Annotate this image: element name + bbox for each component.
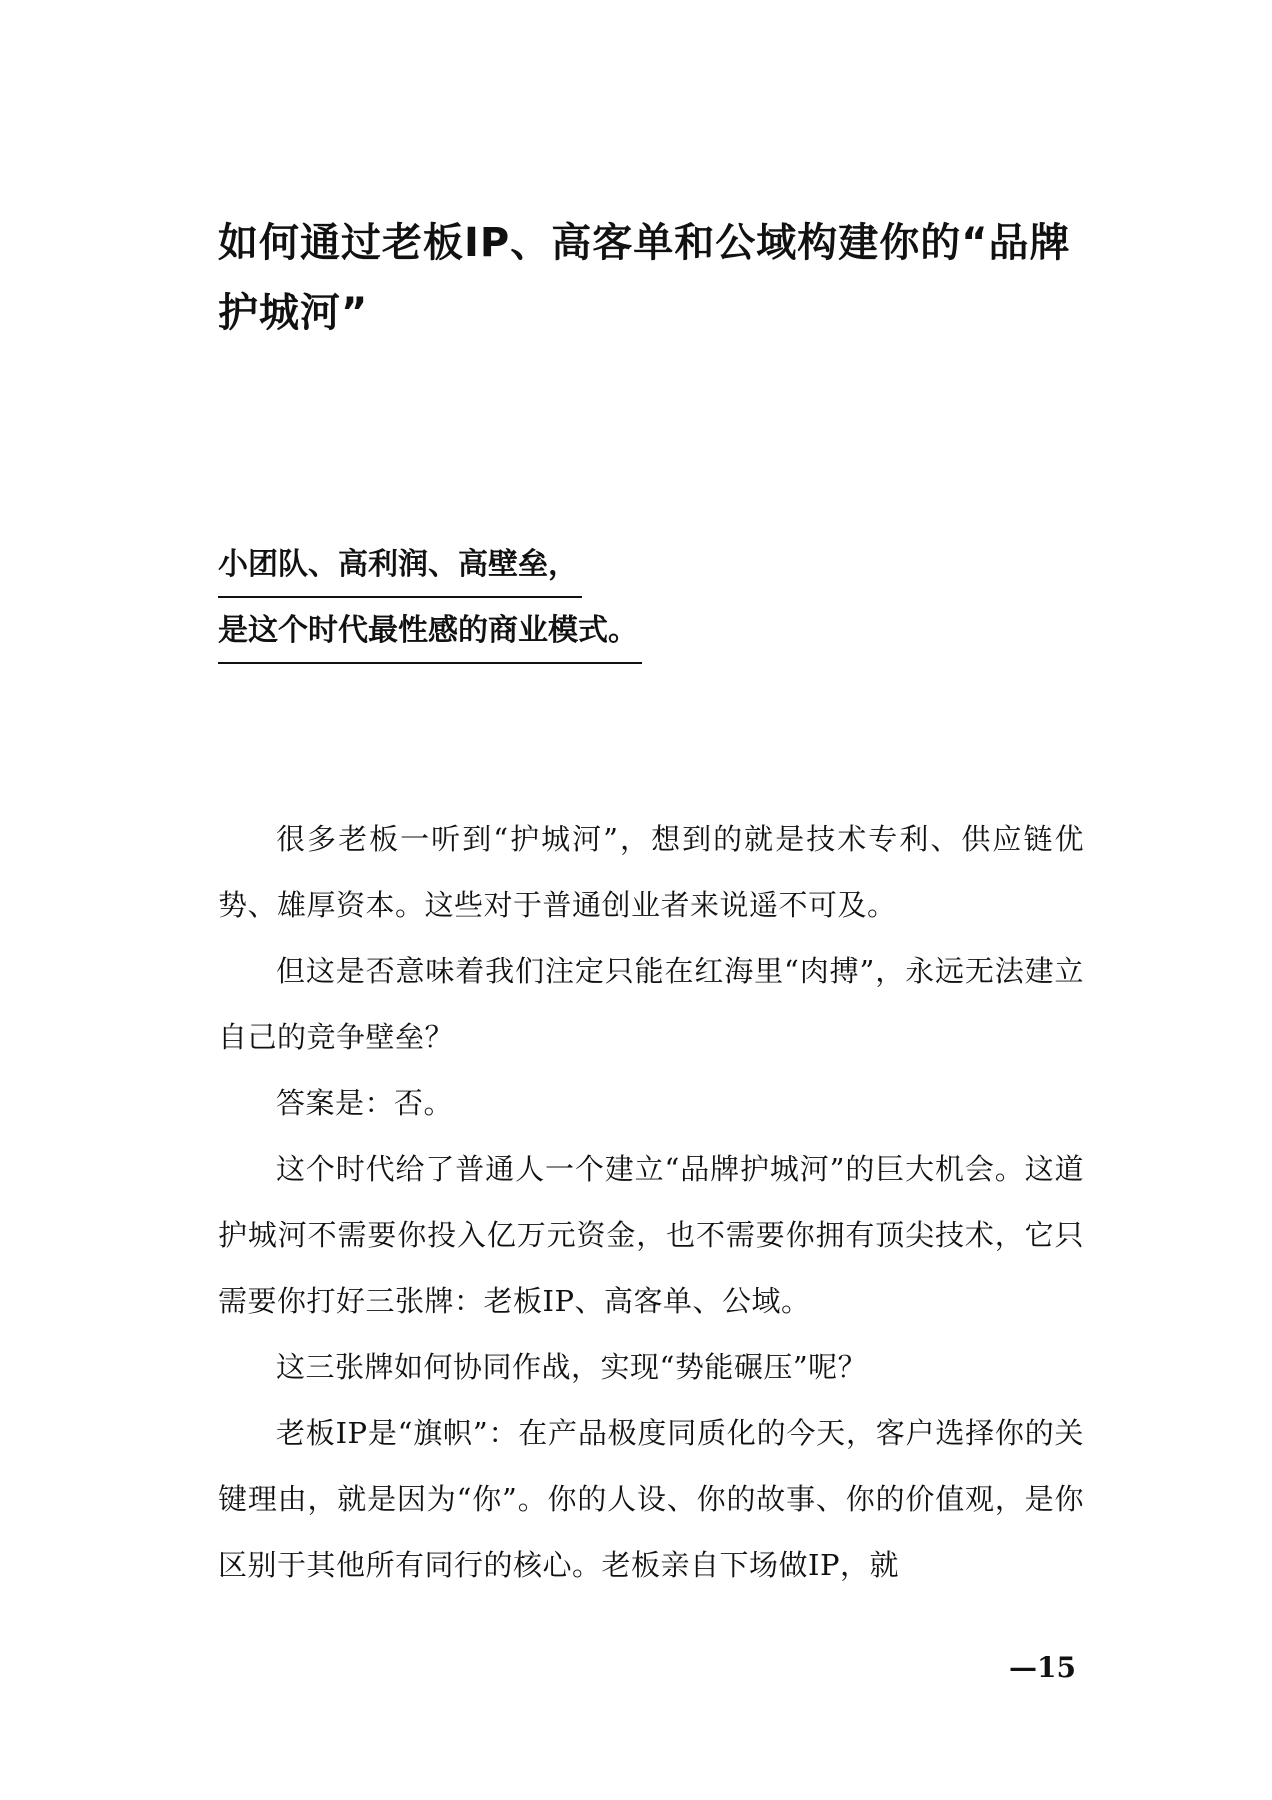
body-text	[218, 806, 1084, 1598]
epigraph-line: 小团队、高利润、高壁垒，	[218, 540, 582, 598]
paragraph: 很多老板一听到“护城河”，想到的就是技术专利、供应链优势、雄厚资本。这些对于普通创业者来说遥不可及。	[218, 822, 1084, 922]
paragraph: 答案是：否。	[276, 1086, 454, 1120]
page-number: —15	[1009, 1651, 1076, 1684]
paragraph: 这个时代给了普通人一个建立“品牌护城河”的巨大机会。这道护城河不需要你投入亿万元资金，也不需要你拥有顶尖技术，它只需要你打好三张牌：老板IP、高客单、公域。	[218, 1152, 1084, 1318]
paragraph: 这三张牌如何协同作战，实现“势能碾压”呢？	[276, 1350, 868, 1384]
paragraph: 老板IP是“旗帜”：在产品极度同质化的今天，客户选择你的关键理由，就是因为“你”。你的人设、你的故事、你的价值观，是你区别于其他所有同行的核心。老板亲自下场做IP，就	[218, 1416, 1084, 1582]
epigraph-line: 是这个时代最性感的商业模式。	[218, 606, 642, 664]
paragraph: 但这是否意味着我们注定只能在红海里“肉搏”，永远无法建立自己的竞争壁垒？	[218, 954, 1084, 1054]
epigraph	[218, 540, 918, 672]
chapter-title: 如何通过老板IP、高客单和公域构建你的“品牌护城河”	[218, 220, 1071, 336]
